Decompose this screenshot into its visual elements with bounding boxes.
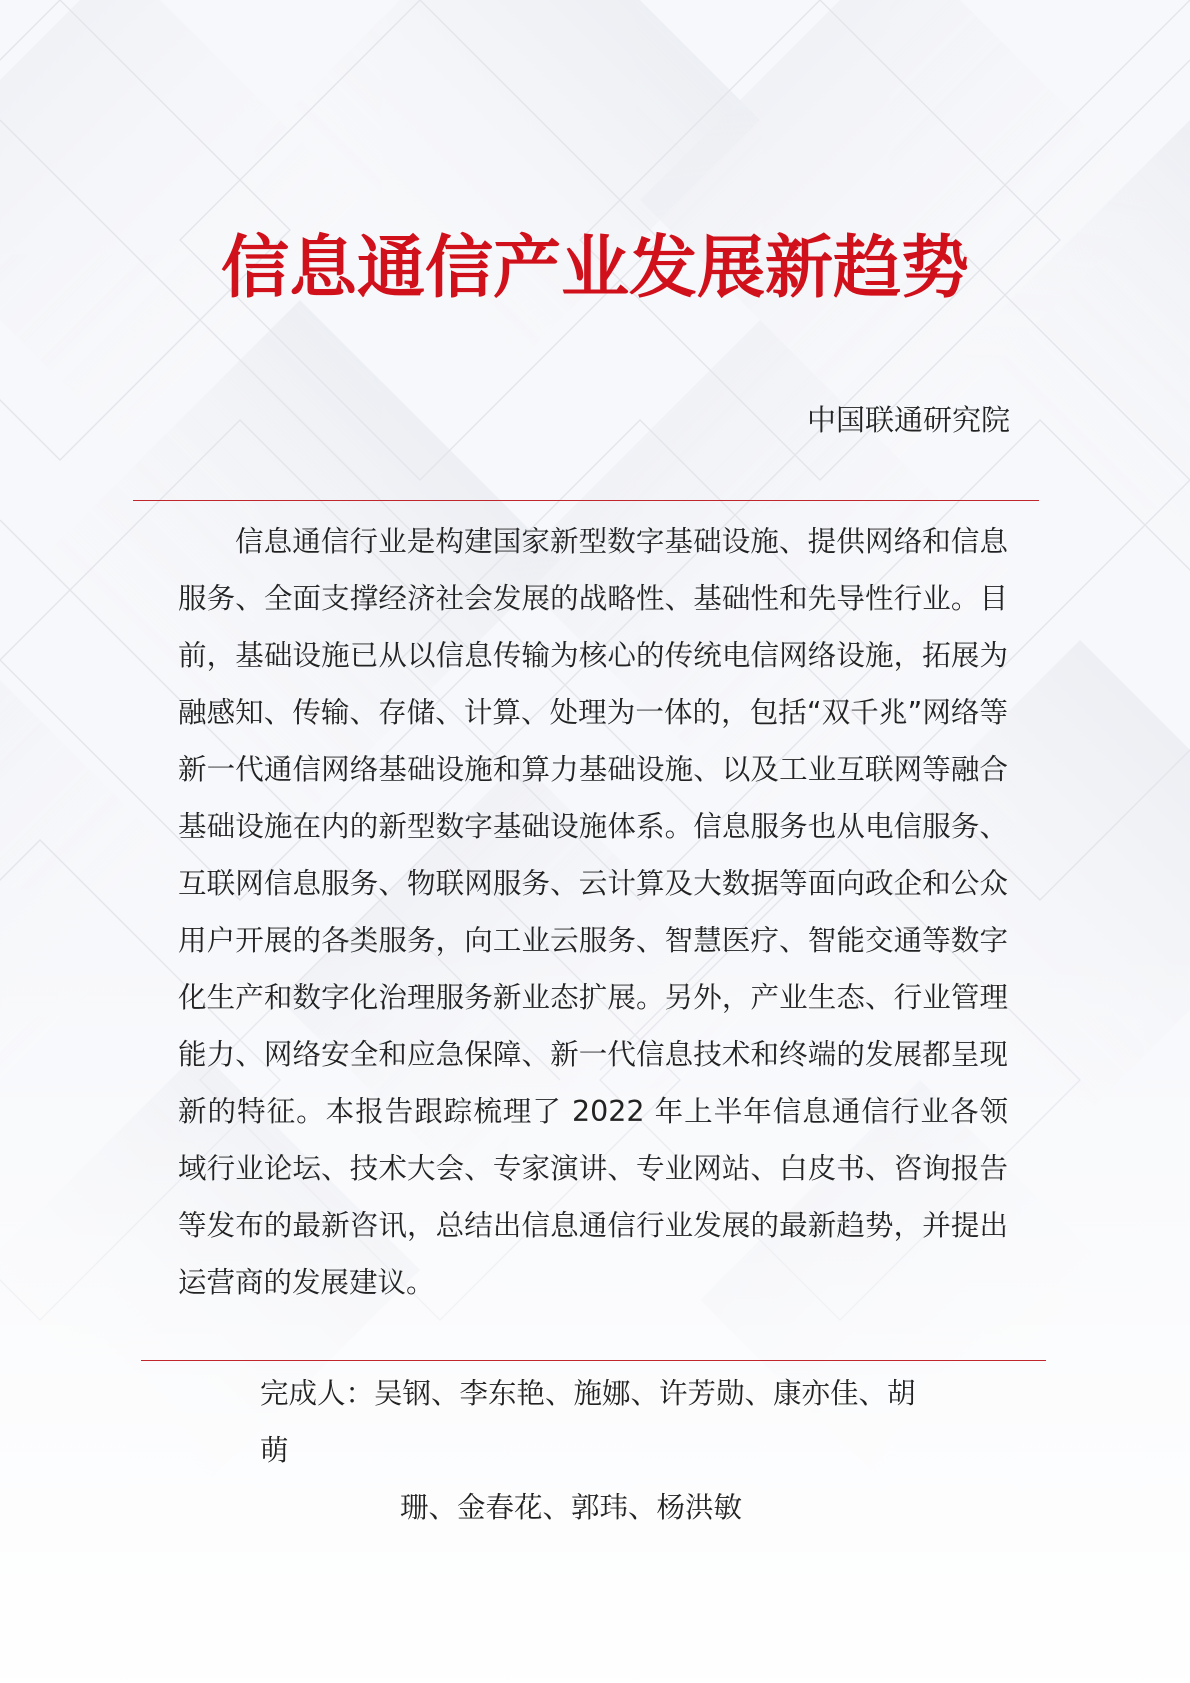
authors-block	[260, 1365, 940, 1536]
authors-line-2: 珊、金春花、郭玮、杨洪敏	[400, 1491, 743, 1524]
abstract-paragraph: 信息通信行业是构建国家新型数字基础设施、提供网络和信息服务、全面支撑经济社会发展的战略性、基础性和先导性行业。目前，基础设施已从以信息传输为核心的传统电信网络设施，拓展为融感知、传输、存储、计算、处理为一体的，包括“双千兆”网络等新一代通信网络基础设施和算力基础设施、以及工业互联网等融合基础设施在内的新型数字基础设施体系。信息服务也从电信服务、互联网信息服务、物联网服务、云计算及大数据等面向政企和公众用户开展的各类服务，向工业云服务、智慧医疗、智能交通等数字化生产和数字化治理服务新业态扩展。另外，产业生态、行业管理能力、网络安全和应急保障、新一代信息技术和终端的发展都呈现新的特征。本报告跟踪梳理了 2022 年上半年信息通信行业各领域行业论坛、技术大会、专家演讲、专业网站、白皮书、咨询报告等发布的最新咨讯，总结出信息通信行业发展的最新趋势，并提出运营商的发展建议。	[178, 525, 1008, 1299]
bottom-divider	[141, 1360, 1046, 1361]
authors-line-1: 完成人：吴钢、李东艳、施娜、许芳勋、康亦佳、胡萌	[260, 1377, 916, 1467]
top-divider	[133, 500, 1039, 501]
document-title: 信息通信产业发展新趋势	[220, 229, 969, 308]
organization-name: 中国联通研究院	[806, 403, 1010, 437]
